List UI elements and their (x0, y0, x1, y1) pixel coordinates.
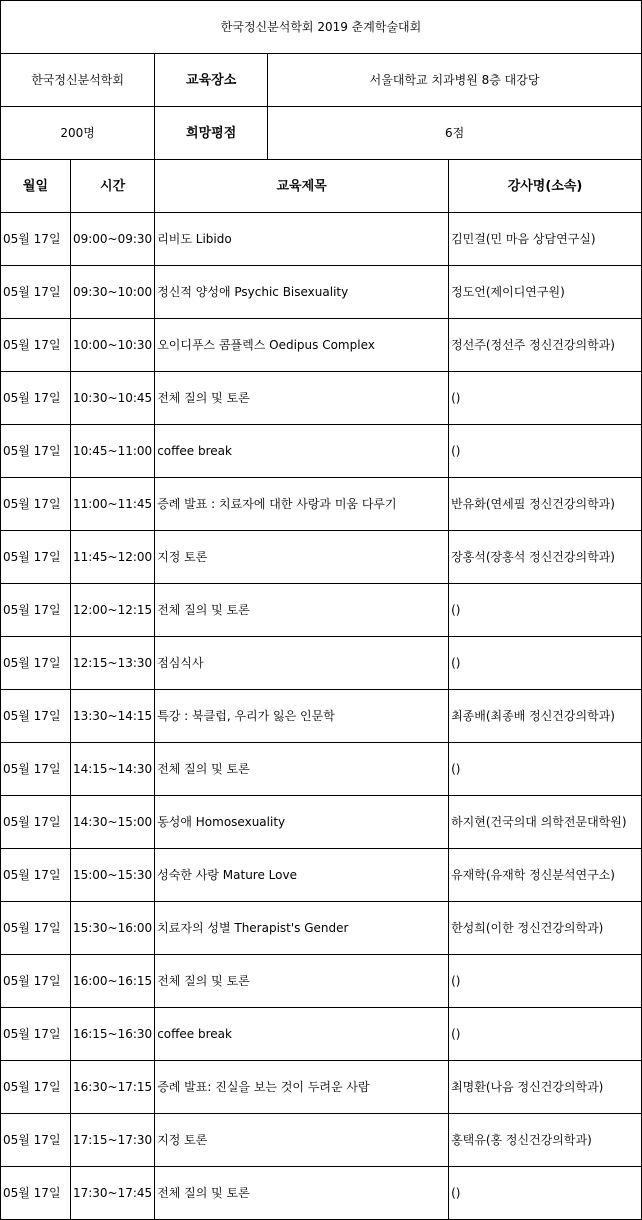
lecturer-cell: () (449, 425, 642, 478)
date-cell: 05월 17일 (1, 849, 71, 902)
table-row (1, 637, 642, 690)
subject-cell: 전체 질의 및 토론 (155, 584, 449, 637)
time-cell: 12:00~12:15 (70, 584, 154, 637)
date-cell: 05월 17일 (1, 478, 71, 531)
date-cell: 05월 17일 (1, 690, 71, 743)
table-row (1, 902, 642, 955)
capacity-cell: 200명 (1, 107, 155, 160)
document-title: 한국정신분석학회 2019 춘계학술대회 (1, 1, 642, 54)
date-cell: 05월 17일 (1, 1114, 71, 1167)
date-cell: 05월 17일 (1, 319, 71, 372)
info-row-score (1, 107, 642, 160)
lecturer-cell: () (449, 1008, 642, 1061)
table-row (1, 1061, 642, 1114)
table-row (1, 955, 642, 1008)
time-cell: 16:00~16:15 (70, 955, 154, 1008)
time-cell: 17:15~17:30 (70, 1114, 154, 1167)
date-cell: 05월 17일 (1, 637, 71, 690)
lecturer-cell: 반유화(연세필 정신건강의학과) (449, 478, 642, 531)
lecturer-cell: () (449, 637, 642, 690)
organizer-cell: 한국정신분석학회 (1, 54, 155, 107)
date-cell: 05월 17일 (1, 902, 71, 955)
date-cell: 05월 17일 (1, 743, 71, 796)
subject-cell: 성숙한 사랑 Mature Love (155, 849, 449, 902)
lecturer-cell: () (449, 584, 642, 637)
subject-cell: coffee break (155, 425, 449, 478)
column-header-subject: 교육제목 (155, 160, 449, 213)
lecturer-cell: () (449, 372, 642, 425)
lecturer-cell: 정도언(제이디연구원) (449, 266, 642, 319)
info-row-venue (1, 54, 642, 107)
time-cell: 16:15~16:30 (70, 1008, 154, 1061)
lecturer-cell: () (449, 955, 642, 1008)
table-row (1, 213, 642, 266)
table-row (1, 1167, 642, 1220)
table-row (1, 478, 642, 531)
lecturer-cell: 홍택유(홍 정신건강의학과) (449, 1114, 642, 1167)
date-cell: 05월 17일 (1, 796, 71, 849)
column-header-lecturer: 강사명(소속) (449, 160, 642, 213)
subject-cell: 정신적 양성애 Psychic Bisexuality (155, 266, 449, 319)
subject-cell: 리비도 Libido (155, 213, 449, 266)
date-cell: 05월 17일 (1, 584, 71, 637)
lecturer-cell: 하지현(건국의대 의학전문대학원) (449, 796, 642, 849)
time-cell: 15:30~16:00 (70, 902, 154, 955)
date-cell: 05월 17일 (1, 213, 71, 266)
table-row (1, 1008, 642, 1061)
lecturer-cell: 장홍석(장홍석 정신건강의학과) (449, 531, 642, 584)
date-cell: 05월 17일 (1, 1167, 71, 1220)
date-cell: 05월 17일 (1, 1008, 71, 1061)
table-row (1, 531, 642, 584)
time-cell: 10:45~11:00 (70, 425, 154, 478)
subject-cell: 점심식사 (155, 637, 449, 690)
time-cell: 12:15~13:30 (70, 637, 154, 690)
subject-cell: 전체 질의 및 토론 (155, 955, 449, 1008)
subject-cell: 전체 질의 및 토론 (155, 372, 449, 425)
column-header-date: 월일 (1, 160, 71, 213)
date-cell: 05월 17일 (1, 955, 71, 1008)
lecturer-cell: 정선주(정선주 정신건강의학과) (449, 319, 642, 372)
subject-cell: 치료자의 성별 Therapist's Gender (155, 902, 449, 955)
date-cell: 05월 17일 (1, 266, 71, 319)
table-row (1, 266, 642, 319)
time-cell: 13:30~14:15 (70, 690, 154, 743)
subject-cell: 지정 토론 (155, 1114, 449, 1167)
time-cell: 10:00~10:30 (70, 319, 154, 372)
lecturer-cell: 김민걸(민 마음 상담연구실) (449, 213, 642, 266)
table-row (1, 743, 642, 796)
subject-cell: 전체 질의 및 토론 (155, 743, 449, 796)
subject-cell: coffee break (155, 1008, 449, 1061)
lecturer-cell: 유재학(유재학 정신분석연구소) (449, 849, 642, 902)
column-header-row (1, 160, 642, 213)
table-row (1, 319, 642, 372)
table-row (1, 425, 642, 478)
subject-cell: 지정 토론 (155, 531, 449, 584)
time-cell: 11:45~12:00 (70, 531, 154, 584)
time-cell: 16:30~17:15 (70, 1061, 154, 1114)
lecturer-cell: 최종배(최종배 정신건강의학과) (449, 690, 642, 743)
time-cell: 11:00~11:45 (70, 478, 154, 531)
time-cell: 09:00~09:30 (70, 213, 154, 266)
date-cell: 05월 17일 (1, 1061, 71, 1114)
subject-cell: 동성애 Homosexuality (155, 796, 449, 849)
table-row (1, 796, 642, 849)
subject-cell: 특강 : 북클럽, 우리가 잃은 인문학 (155, 690, 449, 743)
venue-value: 서울대학교 치과병원 8층 대강당 (268, 54, 642, 107)
time-cell: 17:30~17:45 (70, 1167, 154, 1220)
date-cell: 05월 17일 (1, 372, 71, 425)
time-cell: 14:30~15:00 (70, 796, 154, 849)
lecturer-cell: () (449, 1167, 642, 1220)
table-row (1, 690, 642, 743)
table-row (1, 1114, 642, 1167)
score-label: 희망평점 (155, 107, 268, 160)
subject-cell: 증례 발표 : 치료자에 대한 사랑과 미움 다루기 (155, 478, 449, 531)
subject-cell: 오이디푸스 콤플렉스 Oedipus Complex (155, 319, 449, 372)
time-cell: 14:15~14:30 (70, 743, 154, 796)
date-cell: 05월 17일 (1, 531, 71, 584)
column-header-time: 시간 (70, 160, 154, 213)
date-cell: 05월 17일 (1, 425, 71, 478)
table-row (1, 372, 642, 425)
table-row (1, 849, 642, 902)
time-cell: 10:30~10:45 (70, 372, 154, 425)
time-cell: 09:30~10:00 (70, 266, 154, 319)
lecturer-cell: 한성희(이한 정신건강의학과) (449, 902, 642, 955)
venue-label: 교육장소 (155, 54, 268, 107)
score-value: 6점 (268, 107, 642, 160)
lecturer-cell: () (449, 743, 642, 796)
time-cell: 15:00~15:30 (70, 849, 154, 902)
subject-cell: 전체 질의 및 토론 (155, 1167, 449, 1220)
subject-cell: 증례 발표: 진실을 보는 것이 두려운 사람 (155, 1061, 449, 1114)
lecturer-cell: 최명환(나음 정신건강의학과) (449, 1061, 642, 1114)
table-row (1, 584, 642, 637)
title-row (1, 1, 642, 54)
